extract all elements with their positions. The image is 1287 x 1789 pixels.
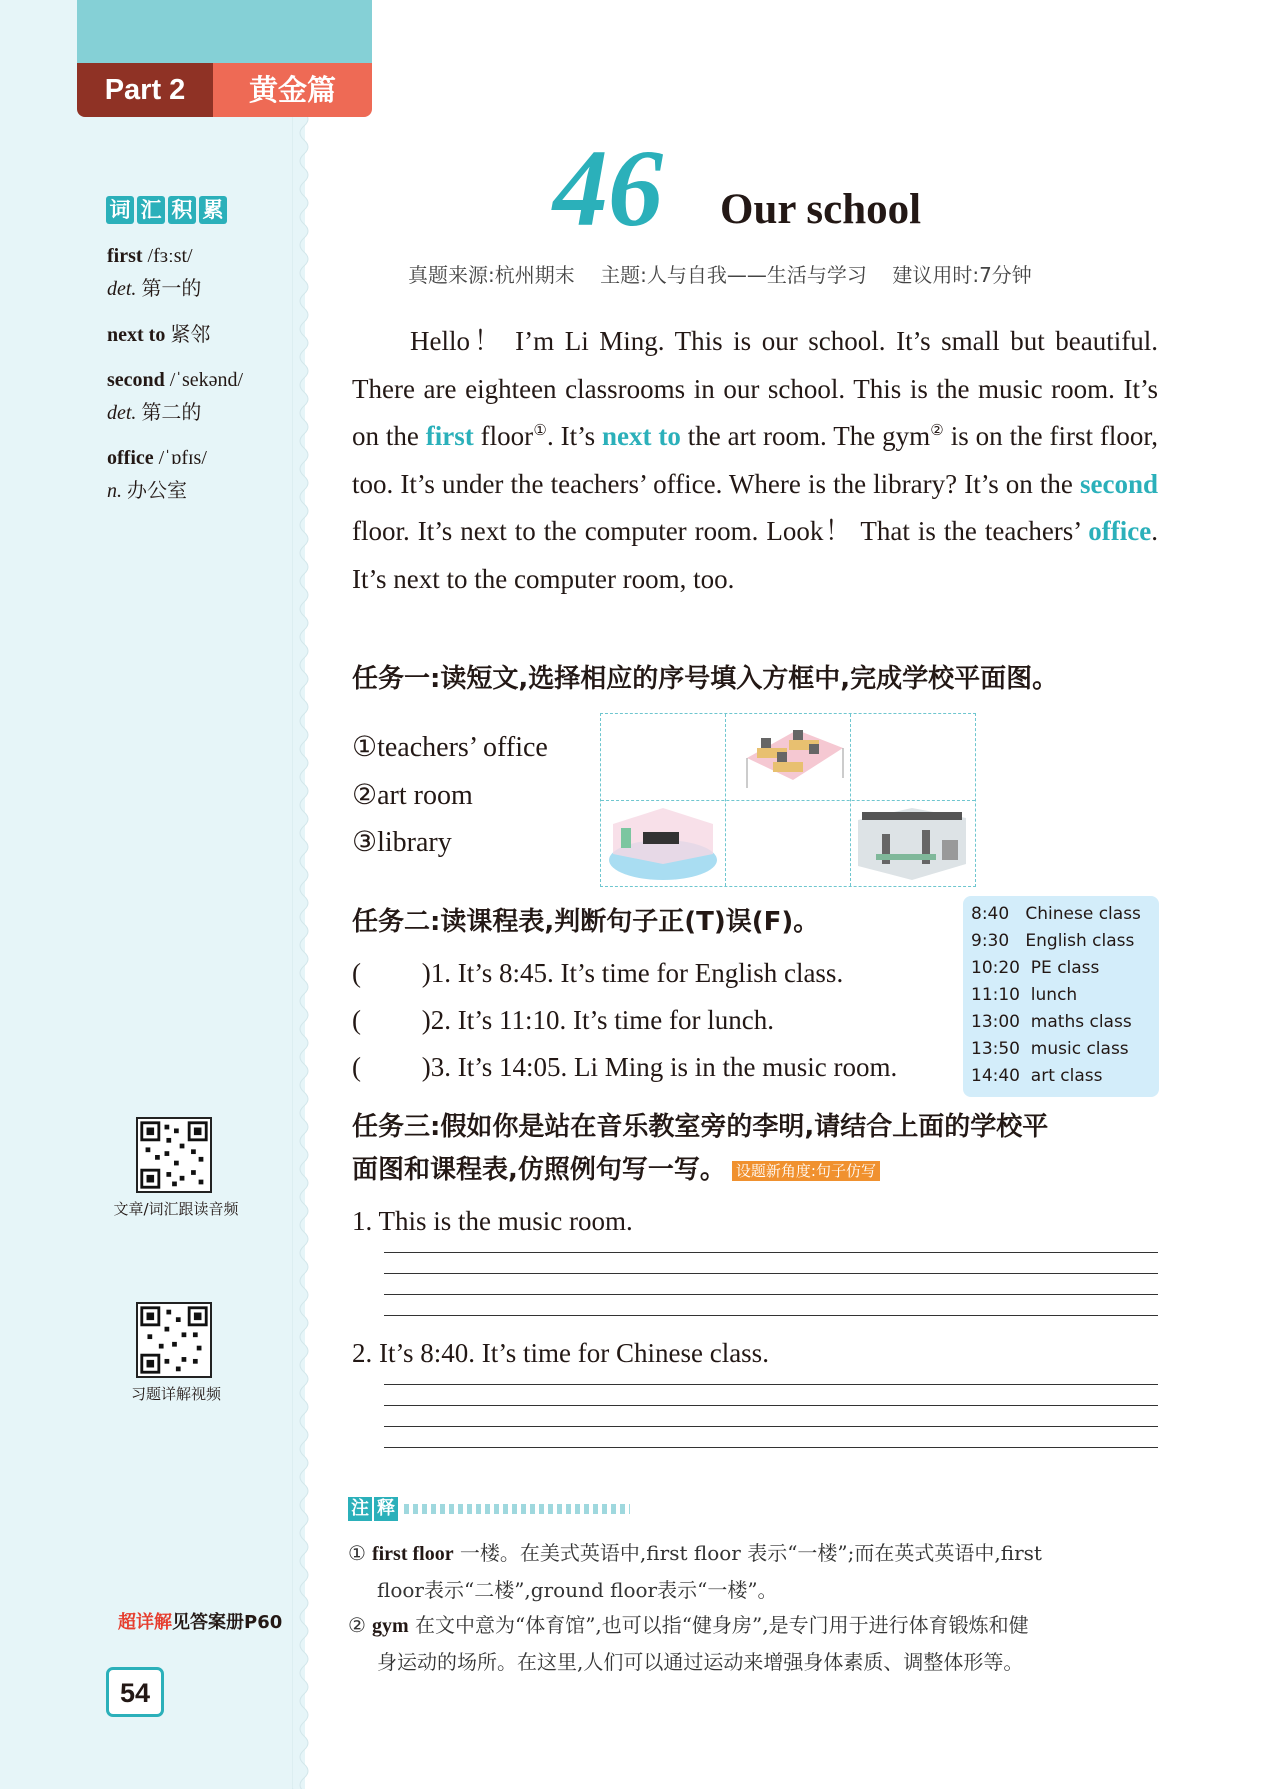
keyword-office: office xyxy=(1088,516,1152,547)
music-room-illustration xyxy=(603,804,723,884)
floor-plan-blank-box[interactable] xyxy=(727,802,849,886)
reading-passage xyxy=(352,318,1158,604)
vocab-next-to xyxy=(107,321,210,349)
header-band xyxy=(77,0,372,63)
true-false-item[interactable]: ( )2. It’s 11:10. It’s time for lunch. xyxy=(352,1005,774,1035)
section-label: 黄金篇 xyxy=(213,63,372,117)
footnote-ref-1: ① xyxy=(533,423,547,440)
writing-line[interactable] xyxy=(384,1252,1158,1253)
note-text: 在文中意为“体育馆”,也可以指“健身房”,是专门用于进行体育锻炼和健 xyxy=(408,1613,1029,1637)
task3-title-text: 面图和课程表,仿照例句写一写。 xyxy=(352,1155,726,1185)
part-label: Part 2 xyxy=(77,63,213,117)
true-false-item[interactable]: ( )1. It’s 8:45. It’s time for English class. xyxy=(352,958,844,988)
vocab-def xyxy=(107,275,201,303)
page-number: 54 xyxy=(106,1667,164,1717)
passage-text: . It’s xyxy=(546,421,602,452)
keyword-second: second xyxy=(1079,468,1158,499)
vocab-pos: det. xyxy=(107,402,137,424)
vocab-heading-char: 汇 xyxy=(137,196,165,224)
note-text: 身运动的场所。在这里,人们可以通过运动来增强身体素质、调整体形等。 xyxy=(377,1650,1024,1674)
writing-line[interactable] xyxy=(384,1384,1158,1385)
notes-heading-char: 注 xyxy=(348,1497,372,1521)
writing-line[interactable] xyxy=(384,1273,1158,1274)
vocab-meaning: 第一的 xyxy=(136,278,202,300)
note-index: ② xyxy=(348,1613,366,1637)
vocab-meaning: 第二的 xyxy=(136,402,202,424)
vocab-def xyxy=(107,477,187,505)
answer-reference-text: 见答案册P60 xyxy=(172,1612,283,1633)
schedule-row: 10:20 PE class xyxy=(971,958,1100,978)
answer-reference-highlight: 超详解 xyxy=(118,1612,172,1633)
lesson-number: 46 xyxy=(553,127,663,249)
qr-code-icon[interactable] xyxy=(136,1117,212,1193)
schedule-row: 13:00 maths class xyxy=(971,1012,1132,1032)
vocab-phonetic: /fɜːst/ xyxy=(142,245,193,267)
passage-text: Hello！ I’m Li Ming. This is our school. It’s small but beautiful. There are eighteen classrooms in our school. This is the music room. It’s on the xyxy=(352,326,1158,452)
true-false-item[interactable]: ( )3. It’s 14:05. Li Ming is in the music room. xyxy=(352,1052,898,1082)
note-term: gym xyxy=(371,1615,409,1637)
keyword-next-to: next to xyxy=(602,421,681,452)
qr-audio-caption: 文章/词汇跟读音频 xyxy=(113,1200,239,1218)
task1-option: ②art room xyxy=(352,780,473,811)
new-angle-tag: 设题新角度:句子仿写 xyxy=(732,1161,880,1181)
answer-reference[interactable] xyxy=(118,1608,282,1634)
vocab-word: second xyxy=(107,369,165,391)
qr-video-caption: 习题详解视频 xyxy=(130,1385,221,1403)
school-floor-plan xyxy=(600,713,976,887)
example-sentence-1: 1. This is the music room. xyxy=(352,1206,633,1236)
task2-title: 任务二:读课程表,判断句子正(T)误(F)。 xyxy=(352,907,820,937)
vocab-heading xyxy=(106,196,227,224)
footnote-ref-2: ② xyxy=(930,423,944,440)
floor-plan-blank-box[interactable] xyxy=(601,714,725,800)
note-term: first floor xyxy=(371,1543,454,1565)
schedule-row: 9:30 English class xyxy=(971,931,1135,951)
task1-option: ③library xyxy=(352,827,452,858)
schedule-row: 14:40 art class xyxy=(971,1066,1103,1086)
keyword-first: first xyxy=(425,421,474,452)
vocab-first xyxy=(107,242,193,270)
vocab-word: next to xyxy=(107,324,166,346)
writing-line[interactable] xyxy=(384,1294,1158,1295)
task3-title-line2 xyxy=(352,1146,880,1194)
vocab-second xyxy=(107,366,243,394)
note-2 xyxy=(348,1607,1158,1680)
writing-line[interactable] xyxy=(384,1315,1158,1316)
note-text: 一楼。在美式英语中,first floor 表示“一楼”;而在英式英语中,first xyxy=(453,1541,1042,1565)
example-sentence-2: 2. It’s 8:40. It’s time for Chinese class. xyxy=(352,1338,769,1368)
task1-option: ①teachers’ office xyxy=(352,732,548,763)
writing-line[interactable] xyxy=(384,1426,1158,1427)
notes-heading-char: 释 xyxy=(374,1497,398,1521)
passage-text: floor. It’s next to the computer room. Look！ That is the teachers’ xyxy=(352,516,1089,547)
note-1 xyxy=(348,1535,1158,1608)
vocab-meaning: 办公室 xyxy=(122,480,187,502)
vocab-pos: n. xyxy=(107,480,122,502)
schedule-row: 8:40 Chinese class xyxy=(971,904,1141,924)
passage-text: floor xyxy=(473,421,534,452)
wave-border xyxy=(292,0,322,1789)
floor-plan-blank-box[interactable] xyxy=(852,714,975,800)
passage-text: . It’s next to the computer room, too. xyxy=(352,516,1158,594)
task1-title: 任务一:读短文,选择相应的序号填入方框中,完成学校平面图。 xyxy=(352,664,1059,694)
vocab-heading-char: 累 xyxy=(199,196,227,224)
vocab-pos: det. xyxy=(107,278,137,300)
passage-text: the art room. The gym xyxy=(680,421,931,452)
vocab-def xyxy=(107,399,201,427)
schedule-row: 11:10 lunch xyxy=(971,985,1078,1005)
vocab-meaning: 紧邻 xyxy=(165,324,211,346)
gym-illustration xyxy=(852,804,972,884)
writing-line[interactable] xyxy=(384,1447,1158,1448)
qr-code-icon[interactable] xyxy=(136,1302,212,1378)
vocab-heading-char: 积 xyxy=(168,196,196,224)
vocab-office xyxy=(107,444,207,472)
note-text: floor表示“二楼”,ground floor表示“一楼”。 xyxy=(377,1578,778,1602)
vocab-heading-char: 词 xyxy=(106,196,134,224)
vocab-phonetic: /ˈɒfɪs/ xyxy=(153,447,207,469)
computer-room-illustration xyxy=(727,718,847,798)
note-index: ① xyxy=(348,1541,366,1565)
schedule-row: 13:50 music class xyxy=(971,1039,1129,1059)
passage-text: is on the first floor, too. It’s under the teachers’ office. Where is the library? It’s on the xyxy=(352,421,1159,499)
notes-heading xyxy=(348,1497,630,1521)
vocab-word: office xyxy=(107,447,154,469)
class-schedule xyxy=(963,896,1159,1097)
task3-title-line1: 任务三:假如你是站在音乐教室旁的李明,请结合上面的学校平 xyxy=(352,1112,1049,1142)
notes-divider xyxy=(404,1504,630,1514)
vocab-word: first xyxy=(107,245,143,267)
writing-line[interactable] xyxy=(384,1405,1158,1406)
lesson-title: Our school xyxy=(720,186,922,233)
vocab-phonetic: /ˈsekənd/ xyxy=(164,369,244,391)
source-line: 真题来源:杭州期末 主题:人与自我——生活与学习 建议用时:7分钟 xyxy=(408,263,1032,287)
